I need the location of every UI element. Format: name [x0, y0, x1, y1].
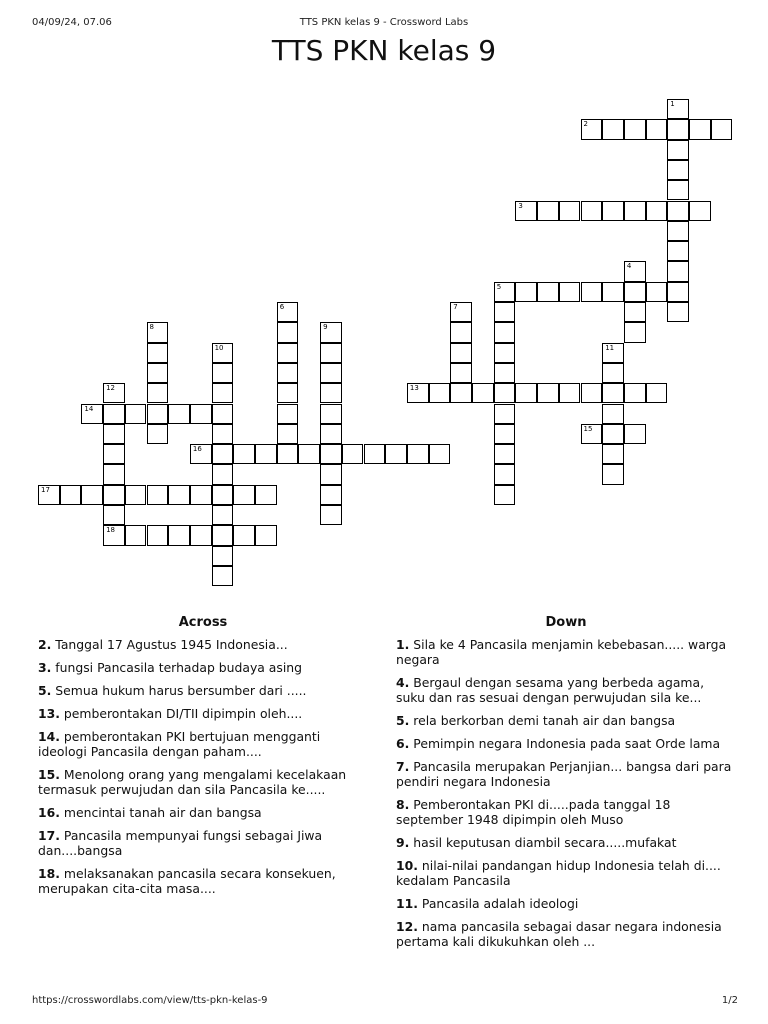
cell-number: 14	[84, 404, 94, 413]
across-clue	[38, 660, 368, 675]
crossword-cell[interactable]	[537, 383, 559, 403]
crossword-cell[interactable]	[602, 444, 624, 464]
clue-number: 7.	[396, 759, 410, 774]
crossword-cell[interactable]	[581, 383, 603, 403]
crossword-cell[interactable]	[494, 322, 516, 342]
crossword-cell[interactable]	[342, 444, 364, 464]
crossword-cell[interactable]	[667, 99, 689, 119]
crossword-cell[interactable]	[212, 383, 234, 403]
clue-number: 4.	[396, 675, 410, 690]
clue-number: 6.	[396, 736, 410, 751]
clue-text: Menolong orang yang mengalami kecelakaan termasuk perwujudan dan sila Pancasila ke.....	[38, 767, 347, 797]
clue-text: fungsi Pancasila terhadap budaya asing	[55, 660, 303, 675]
clue-text: pemberontakan DI/TII dipimpin oleh....	[63, 706, 303, 721]
crossword-cell[interactable]	[277, 302, 299, 322]
crossword-cell[interactable]	[212, 343, 234, 363]
crossword-cell[interactable]	[407, 383, 429, 403]
crossword-cell[interactable]	[646, 282, 668, 302]
footer-url: https://crosswordlabs.com/view/tts-pkn-kelas-9	[32, 995, 268, 1006]
cell-number: 12	[106, 384, 116, 393]
crossword-cell[interactable]	[277, 424, 299, 444]
crossword-cell[interactable]	[320, 363, 342, 383]
crossword-cell[interactable]	[667, 119, 689, 139]
crossword-cell[interactable]	[233, 444, 255, 464]
down-clue	[396, 637, 736, 667]
cell-number: 16	[192, 445, 202, 454]
crossword-cell[interactable]	[190, 444, 212, 464]
crossword-cell[interactable]	[103, 525, 125, 545]
clue-number: 14.	[38, 729, 60, 744]
clue-number: 16.	[38, 805, 60, 820]
crossword-cell[interactable]	[212, 505, 234, 525]
clue-text: hasil keputusan diambil secara.....mufakat	[413, 835, 677, 850]
crossword-cell[interactable]	[667, 221, 689, 241]
crossword-cell[interactable]	[212, 363, 234, 383]
page-title: TTS PKN kelas 9	[271, 34, 497, 67]
clue-text: rela berkorban demi tanah air dan bangsa	[413, 713, 676, 728]
clue-number: 18.	[38, 866, 60, 881]
crossword-cell[interactable]	[602, 343, 624, 363]
crossword-cell[interactable]	[103, 444, 125, 464]
across-clue	[38, 767, 368, 797]
crossword-cell[interactable]	[602, 464, 624, 484]
crossword-cell[interactable]	[450, 383, 472, 403]
crossword-cell[interactable]	[320, 464, 342, 484]
crossword-cell[interactable]	[537, 282, 559, 302]
crossword-cell[interactable]	[494, 282, 516, 302]
crossword-cell[interactable]	[320, 424, 342, 444]
cell-number: 3	[518, 201, 523, 210]
clue-number: 5.	[396, 713, 410, 728]
clue-text: Sila ke 4 Pancasila menjamin kebebasan..... warga negara	[396, 637, 727, 667]
crossword-cell[interactable]	[494, 383, 516, 403]
crossword-cell[interactable]	[581, 201, 603, 221]
crossword-cell[interactable]	[472, 383, 494, 403]
crossword-cell[interactable]	[147, 525, 169, 545]
crossword-cell[interactable]	[212, 546, 234, 566]
crossword-cell[interactable]	[190, 485, 212, 505]
across-clue	[38, 805, 368, 820]
crossword-cell[interactable]	[602, 383, 624, 403]
across-clue	[38, 866, 368, 896]
crossword-cell[interactable]	[624, 424, 646, 444]
clue-text: melaksanakan pancasila secara konsekuen, merupakan cita-cita masa....	[38, 866, 336, 896]
crossword-cell[interactable]	[559, 383, 581, 403]
crossword-cell[interactable]	[602, 119, 624, 139]
cell-number: 1	[670, 100, 675, 108]
crossword-cell[interactable]	[624, 302, 646, 322]
crossword-cell[interactable]	[212, 525, 234, 545]
crossword-cell[interactable]	[277, 404, 299, 424]
crossword-cell[interactable]	[255, 525, 277, 545]
crossword-cell[interactable]	[537, 201, 559, 221]
down-clue	[396, 858, 736, 888]
crossword-cell[interactable]	[168, 525, 190, 545]
clue-text: Pancasila mempunyai fungsi sebagai Jiwa dan....bangsa	[38, 828, 323, 858]
crossword-cell[interactable]	[38, 485, 60, 505]
crossword-cell[interactable]	[667, 261, 689, 281]
clue-text: Pancasila merupakan Perjanjian... bangsa dari para pendiri negara Indonesia	[396, 759, 732, 789]
clue-number: 15.	[38, 767, 60, 782]
crossword-cell[interactable]	[81, 485, 103, 505]
crossword-cell[interactable]	[190, 525, 212, 545]
down-clue	[396, 675, 736, 705]
crossword-cell[interactable]	[233, 485, 255, 505]
crossword-cell[interactable]	[667, 282, 689, 302]
clue-number: 5.	[38, 683, 52, 698]
down-clue	[396, 759, 736, 789]
down-clue	[396, 919, 736, 949]
crossword-cell[interactable]	[168, 485, 190, 505]
cell-number: 5	[496, 282, 502, 291]
cell-number: 13	[409, 384, 419, 393]
crossword-cell[interactable]	[103, 424, 125, 444]
crossword-cell[interactable]	[147, 343, 169, 363]
crossword-cell[interactable]	[602, 363, 624, 383]
clue-number: 3.	[38, 660, 52, 675]
clue-text: Pemberontakan PKI di.....pada tanggal 18 september 1948 dipimpin oleh Muso	[396, 797, 671, 827]
crossword-cell[interactable]	[385, 444, 407, 464]
cell-number: 8	[149, 323, 154, 332]
crossword-cell[interactable]	[450, 343, 472, 363]
crossword-cell[interactable]	[103, 464, 125, 484]
cell-number: 11	[605, 343, 615, 352]
crossword-cell[interactable]	[624, 383, 646, 403]
down-clues	[396, 615, 736, 957]
down-clue	[396, 835, 736, 850]
cell-number: 10	[214, 343, 224, 352]
crossword-cell[interactable]	[494, 424, 516, 444]
across-clues	[38, 615, 368, 904]
crossword-cell[interactable]	[212, 464, 234, 484]
print-datetime: 04/09/24, 07.06	[32, 17, 112, 28]
crossword-cell[interactable]	[689, 119, 711, 139]
clue-number: 10.	[396, 858, 418, 873]
crossword-cell[interactable]	[320, 505, 342, 525]
crossword-cell[interactable]	[320, 343, 342, 363]
clue-number: 12.	[396, 919, 418, 934]
clue-text: Semua hukum harus bersumber dari .....	[55, 683, 307, 698]
crossword-cell[interactable]	[147, 363, 169, 383]
crossword-cell[interactable]	[667, 140, 689, 160]
clue-text: nama pancasila sebagai dasar negara indonesia pertama kali dikukuhkan oleh ...	[396, 919, 722, 949]
cell-number: 15	[583, 424, 593, 433]
crossword-cell[interactable]	[320, 404, 342, 424]
crossword-cell[interactable]	[494, 404, 516, 424]
crossword-cell[interactable]	[689, 201, 711, 221]
crossword-cell[interactable]	[581, 282, 603, 302]
crossword-cell[interactable]	[103, 485, 125, 505]
crossword-cell[interactable]	[667, 180, 689, 200]
clue-number: 9.	[396, 835, 410, 850]
down-clue	[396, 896, 736, 911]
crossword-cell[interactable]	[494, 444, 516, 464]
clue-number: 1.	[396, 637, 410, 652]
clue-number: 13.	[38, 706, 60, 721]
crossword-cell[interactable]	[212, 485, 234, 505]
clue-text: Pancasila adalah ideologi	[421, 896, 579, 911]
crossword-cell[interactable]	[581, 119, 603, 139]
crossword-cell[interactable]	[711, 119, 733, 139]
crossword-cell[interactable]	[147, 485, 169, 505]
crossword-cell[interactable]	[515, 383, 537, 403]
crossword-cell[interactable]	[125, 404, 147, 424]
clue-text: mencintai tanah air dan bangsa	[63, 805, 262, 820]
crossword-cell[interactable]	[277, 343, 299, 363]
clue-number: 11.	[396, 896, 418, 911]
crossword-cell[interactable]	[407, 444, 429, 464]
crossword-cell[interactable]	[667, 241, 689, 261]
cell-number: 17	[41, 485, 50, 494]
crossword-cell[interactable]	[559, 282, 581, 302]
clue-number: 17.	[38, 828, 60, 843]
crossword-cell[interactable]	[277, 383, 299, 403]
crossword-cell[interactable]	[602, 424, 624, 444]
down-clue	[396, 736, 736, 751]
clue-text: Bergaul dengan sesama yang berbeda agama, suku dan ras sesuai dengan perwujudan sila ke...	[396, 675, 705, 705]
crossword-cell[interactable]	[429, 444, 451, 464]
crossword-cell[interactable]	[320, 322, 342, 342]
crossword-cell[interactable]	[450, 302, 472, 322]
crossword-cell[interactable]	[233, 525, 255, 545]
crossword-cell[interactable]	[103, 383, 125, 403]
clue-text: Pemimpin negara Indonesia pada saat Orde lama	[413, 736, 721, 751]
crossword-cell[interactable]	[646, 383, 668, 403]
crossword-cell[interactable]	[147, 383, 169, 403]
crossword-cell[interactable]	[602, 404, 624, 424]
crossword-cell[interactable]	[320, 485, 342, 505]
across-clue	[38, 828, 368, 858]
crossword-cell[interactable]	[103, 404, 125, 424]
cell-number: 6	[279, 303, 285, 311]
crossword-cell[interactable]	[212, 404, 234, 424]
across-clue	[38, 637, 368, 652]
crossword-cell[interactable]	[624, 322, 646, 342]
crossword-cell[interactable]	[494, 464, 516, 484]
down-clue	[396, 713, 736, 728]
cell-number: 7	[453, 303, 458, 311]
crossword-cell[interactable]	[515, 282, 537, 302]
footer-page-number: 1/2	[721, 995, 738, 1006]
crossword-cell[interactable]	[277, 322, 299, 342]
crossword-cell[interactable]	[602, 282, 624, 302]
across-clue	[38, 729, 368, 759]
crossword-cell[interactable]	[624, 119, 646, 139]
clue-text: nilai-nilai pandangan hidup Indonesia telah di.... kedalam Pancasila	[396, 858, 721, 888]
crossword-cell[interactable]	[212, 444, 234, 464]
crossword-cell[interactable]	[277, 444, 299, 464]
crossword-cell[interactable]	[667, 201, 689, 221]
crossword-cell[interactable]	[646, 119, 668, 139]
crossword-cell[interactable]	[60, 485, 82, 505]
crossword-cell[interactable]	[494, 485, 516, 505]
crossword-cell[interactable]	[125, 525, 147, 545]
cell-number: 2	[583, 120, 588, 129]
across-heading: Across	[178, 615, 228, 630]
crossword-cell[interactable]	[190, 404, 212, 424]
across-clue	[38, 683, 368, 698]
crossword-cell[interactable]	[212, 566, 234, 586]
clue-text: pemberontakan PKI bertujuan mengganti ideologi Pancasila dengan paham....	[38, 729, 321, 759]
crossword-cell[interactable]	[320, 383, 342, 403]
down-heading: Down	[545, 615, 587, 630]
crossword-cell[interactable]	[320, 444, 342, 464]
cell-number: 9	[323, 323, 328, 332]
crossword-cell[interactable]	[147, 424, 169, 444]
crossword-cell[interactable]	[602, 201, 624, 221]
clue-number: 8.	[396, 797, 410, 812]
crossword-cell[interactable]	[559, 201, 581, 221]
crossword-cell[interactable]	[515, 201, 537, 221]
crossword-cell[interactable]	[450, 322, 472, 342]
cell-number: 4	[626, 262, 632, 271]
clue-text: Tanggal 17 Agustus 1945 Indonesia...	[55, 637, 288, 652]
crossword-cell[interactable]	[624, 201, 646, 221]
clue-number: 2.	[38, 637, 52, 652]
crossword-cell[interactable]	[494, 363, 516, 383]
crossword-cell[interactable]	[364, 444, 386, 464]
down-clue	[396, 797, 736, 827]
print-page-title: TTS PKN kelas 9 - Crossword Labs	[299, 17, 469, 28]
crossword-cell[interactable]	[429, 383, 451, 403]
crossword-cell[interactable]	[147, 322, 169, 342]
crossword-cell[interactable]	[624, 282, 646, 302]
crossword-cell[interactable]	[255, 485, 277, 505]
crossword-cell[interactable]	[298, 444, 320, 464]
crossword-cell[interactable]	[255, 444, 277, 464]
crossword-cell[interactable]	[450, 363, 472, 383]
crossword-cell[interactable]	[81, 404, 103, 424]
crossword-cell[interactable]	[494, 343, 516, 363]
crossword-cell[interactable]	[646, 201, 668, 221]
crossword-cell[interactable]	[212, 424, 234, 444]
across-clue	[38, 706, 368, 721]
crossword-cell[interactable]	[581, 424, 603, 444]
crossword-cell[interactable]	[103, 505, 125, 525]
crossword-cell[interactable]	[125, 485, 147, 505]
crossword-cell[interactable]	[494, 302, 516, 322]
crossword-cell[interactable]	[667, 160, 689, 180]
crossword-cell[interactable]	[277, 363, 299, 383]
crossword-cell[interactable]	[168, 404, 190, 424]
crossword-cell[interactable]	[624, 261, 646, 281]
cell-number: 18	[106, 526, 116, 535]
crossword-cell[interactable]	[667, 302, 689, 322]
crossword-cell[interactable]	[147, 404, 169, 424]
